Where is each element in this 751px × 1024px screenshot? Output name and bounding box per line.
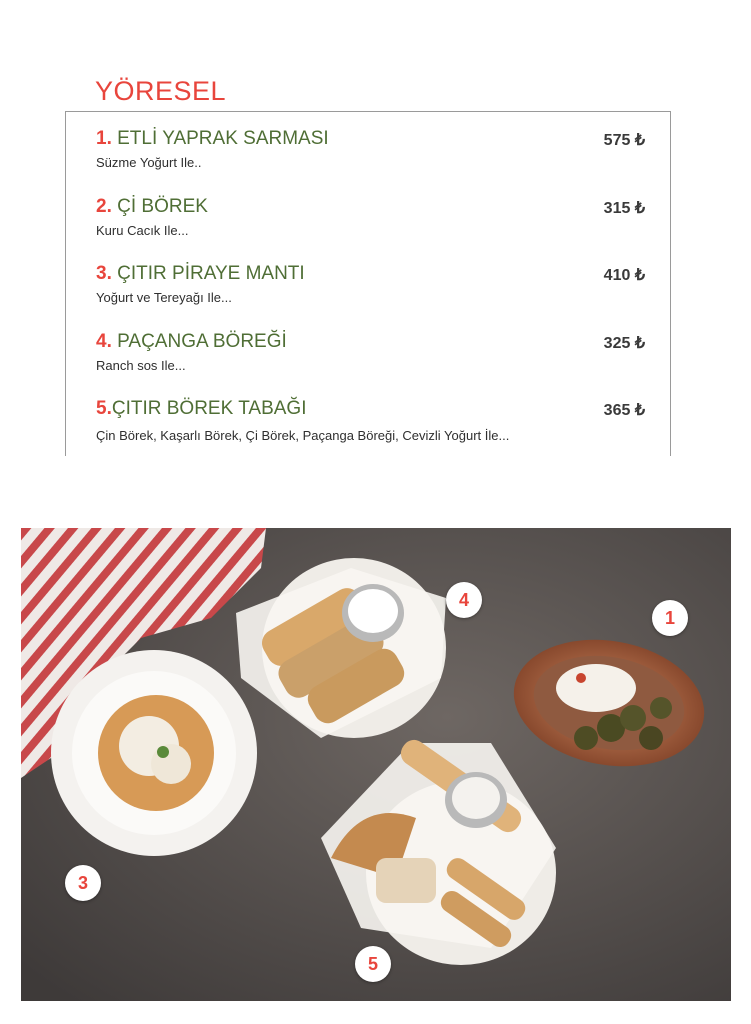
item-name (96, 196, 636, 218)
item-name (96, 128, 636, 150)
item-description: Süzme Yoğurt Ile.. (96, 155, 202, 170)
item-title: ÇITIR PİRAYE MANTI (111, 263, 305, 284)
section-title: YÖRESEL (95, 76, 227, 106)
food-photo-illustration (21, 528, 731, 1001)
item-price: 325 ₺ (603, 335, 645, 352)
item-description: Ranch sos Ile... (96, 358, 186, 373)
dish-badge-1: 1 (652, 600, 688, 636)
menu-item (96, 398, 645, 443)
menu-item (96, 331, 645, 373)
item-description: Kuru Cacık Ile... (96, 223, 189, 238)
item-price: 365 ₺ (603, 402, 645, 419)
menu-list (65, 111, 671, 456)
item-number: 2. (96, 196, 112, 217)
item-title: PAÇANGA BÖREĞİ (111, 331, 287, 352)
item-price: 410 ₺ (603, 267, 645, 284)
item-description: Çin Börek, Kaşarlı Börek, Çi Börek, Paçanga Böreği, Cevizli Yoğurt İle... (96, 428, 510, 443)
item-name (96, 398, 636, 420)
menu-item (96, 196, 645, 238)
dish-badge-5: 5 (355, 946, 391, 982)
item-price: 315 ₺ (603, 200, 645, 217)
item-number: 4. (96, 331, 112, 352)
item-price: 575 ₺ (603, 132, 645, 149)
item-description: Yoğurt ve Tereyağı Ile... (96, 290, 232, 305)
item-number: 5. (96, 398, 112, 419)
item-name (96, 263, 636, 285)
item-number: 3. (96, 263, 112, 284)
item-title: ÇITIR BÖREK TABAĞI (111, 398, 307, 419)
dish-badge-3: 3 (65, 865, 101, 901)
menu-item (96, 263, 645, 305)
item-title: ETLİ YAPRAK SARMASI (111, 128, 329, 149)
food-photo (21, 528, 731, 1001)
item-name (96, 331, 636, 353)
dish-manti (51, 650, 257, 856)
dish-badge-4: 4 (446, 582, 482, 618)
item-title: Çİ BÖREK (111, 196, 208, 217)
item-number: 1. (96, 128, 112, 149)
menu-item (96, 128, 645, 170)
